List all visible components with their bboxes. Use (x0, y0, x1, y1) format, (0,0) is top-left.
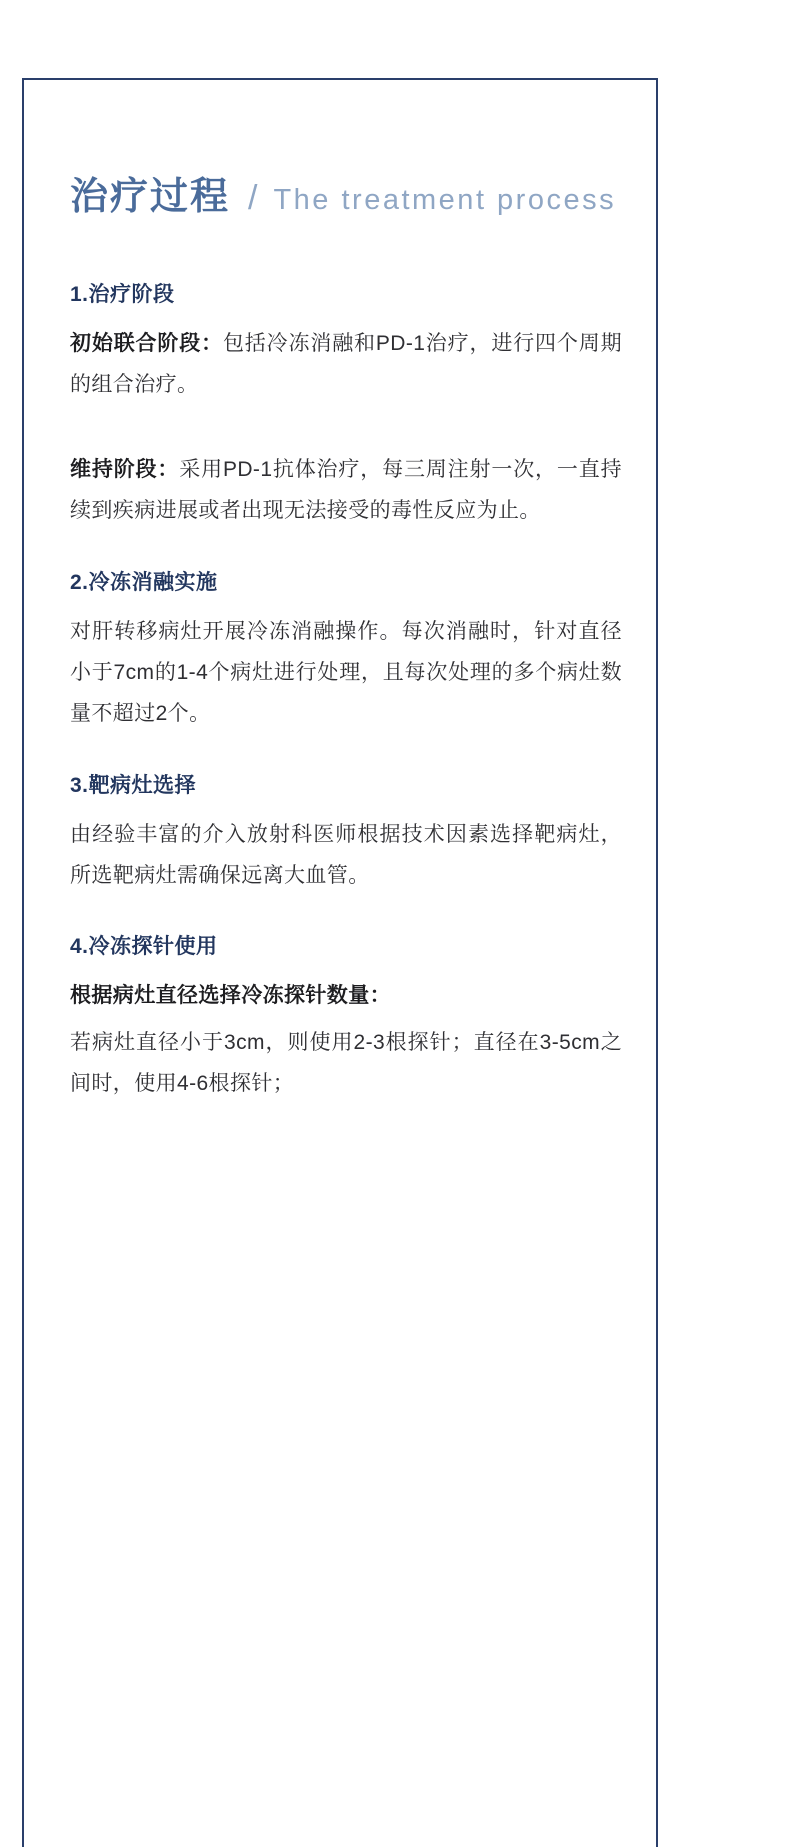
paragraph-lead: 维持阶段： (70, 457, 180, 481)
content-card (22, 78, 658, 1847)
paragraph-text: 采用PD-1抗体治疗，每三周注射一次，一直持续到疾病进展或者出现无法接受的毒性反应为止。 (70, 457, 622, 522)
section-treatment-stages (70, 278, 622, 532)
paragraph-lead: 根据病灶直径选择冷冻探针数量： (70, 984, 391, 1008)
paragraph-text: 若病灶直径小于3cm，则使用2-3根探针；直径在3-5cm之间时，使用4-6根探针； (70, 1031, 622, 1096)
title-chinese: 治疗过程 (70, 176, 231, 218)
section-heading: 1.治疗阶段 (70, 283, 175, 306)
section-heading: 4.冷冻探针使用 (70, 935, 218, 959)
paragraph-text: 包括冷冻消融和PD-1治疗，进行四个周期的组合治疗。 (70, 332, 622, 396)
paragraph (70, 1023, 622, 1105)
section-cryoablation-procedure (70, 566, 622, 735)
section-cryoprobe-usage (70, 930, 622, 1105)
paragraph (70, 450, 622, 532)
paragraph-text: 由经验丰富的介入放射科医师根据技术因素选择靶病灶，所选靶病灶需确保远离大血管。 (70, 822, 622, 887)
paragraph (70, 612, 622, 735)
spacer (70, 420, 622, 450)
paragraph-lead: 初始联合阶段： (70, 332, 223, 355)
content-body (70, 278, 622, 1105)
section-heading: 2.冷冻消融实施 (70, 570, 218, 594)
title-separator: / (248, 179, 258, 217)
paragraph (70, 815, 622, 897)
title-english: The treatment process (273, 184, 617, 216)
paragraph-text: 对肝转移病灶开展冷冻消融操作。每次消融时，针对直径小于7cm的1-4个病灶进行处理，且每次处理的多个病灶数量不超过2个。 (70, 619, 622, 725)
page-title (70, 178, 628, 216)
paragraph (70, 324, 622, 406)
section-target-lesion-selection (70, 769, 622, 897)
section-heading: 3.靶病灶选择 (70, 773, 197, 797)
